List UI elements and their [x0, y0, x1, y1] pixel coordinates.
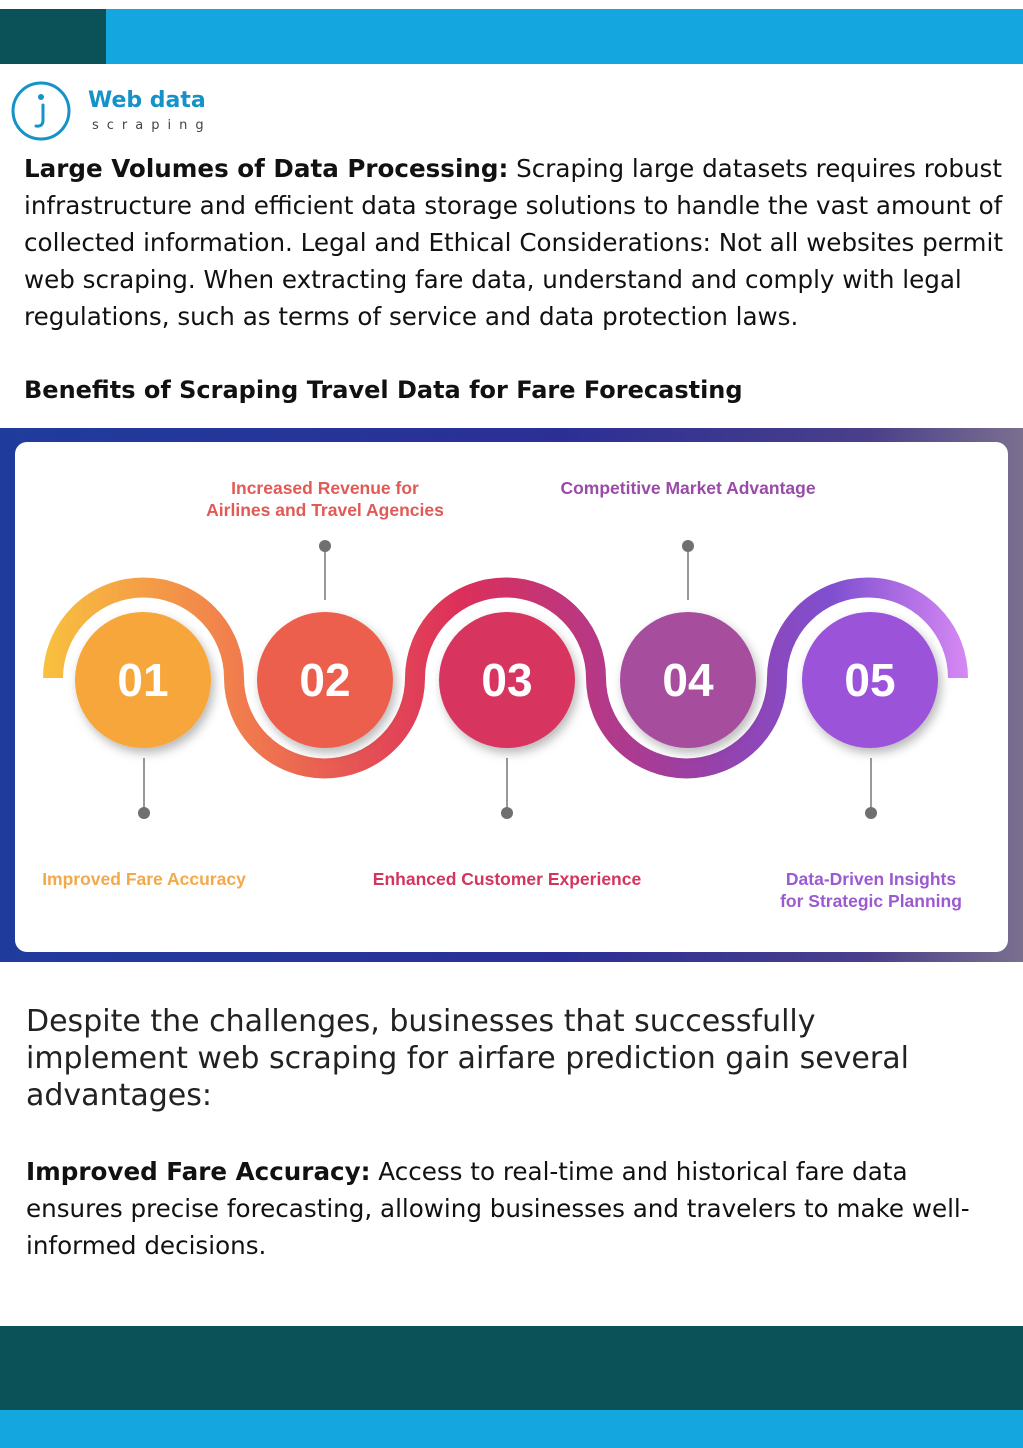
step-number-02: 02: [299, 654, 351, 706]
top-bar-dark-segment: [0, 9, 106, 64]
label-increased-revenue-line1: Increased Revenue for: [231, 478, 419, 498]
fare-accuracy-paragraph: [26, 1153, 1011, 1264]
label-improved-accuracy: Improved Fare Accuracy: [42, 869, 246, 889]
label-increased-revenue-line2: Airlines and Travel Agencies: [206, 500, 444, 520]
logo-name: Web data: [88, 88, 206, 113]
label-data-driven-line1: Data-Driven Insights: [785, 869, 957, 889]
connector-dot-5: [865, 807, 877, 819]
fare-accuracy-lead: Improved Fare Accuracy:: [26, 1157, 371, 1186]
fare-accuracy-text: Access to real-time and historical fare data ensures precise forecasting, allowing businesses and travelers to make well-informed decisions.: [26, 1157, 970, 1260]
connector-dot-2: [319, 540, 331, 552]
label-customer-experience: Enhanced Customer Experience: [372, 869, 642, 889]
footer-blue-band: [0, 1410, 1023, 1448]
label-data-driven-line2: for Strategic Planning: [780, 891, 962, 911]
step-number-05: 05: [844, 654, 896, 706]
data-processing-paragraph: [24, 150, 1019, 335]
step-number-01: 01: [117, 654, 169, 706]
top-bar-blue-segment: [106, 9, 1023, 64]
label-data-driven-insights: [741, 868, 1001, 912]
label-increased-revenue: [175, 477, 475, 521]
company-logo: [10, 78, 250, 148]
advantages-intro: Despite the challenges, businesses that successfully implement web scraping for airfare prediction gain several advantages:: [26, 1004, 909, 1113]
infographic-card: [15, 442, 1008, 952]
data-processing-text: Scraping large datasets requires robust infrastructure and efficient data storage solutions to handle the vast amount of collected information. Legal and Ethical Considerations: Not all websites permit web scraping. When extracting fare data, understand and comply with legal regulations, such as terms of service and data protection laws.: [24, 154, 1003, 331]
connector-dot-1: [138, 807, 150, 819]
data-processing-lead: Large Volumes of Data Processing:: [24, 154, 509, 183]
footer-dark-band: [0, 1326, 1023, 1410]
section-heading: Benefits of Scraping Travel Data for Fare Forecasting: [24, 376, 743, 404]
logo-j-icon: [10, 80, 72, 142]
step-number-03: 03: [481, 654, 533, 706]
connector-dot-3: [501, 807, 513, 819]
label-competitive-advantage: Competitive Market Advantage: [560, 478, 816, 498]
logo-tagline: scraping: [92, 118, 212, 133]
step-number-04: 04: [662, 654, 714, 706]
connector-dot-4: [682, 540, 694, 552]
